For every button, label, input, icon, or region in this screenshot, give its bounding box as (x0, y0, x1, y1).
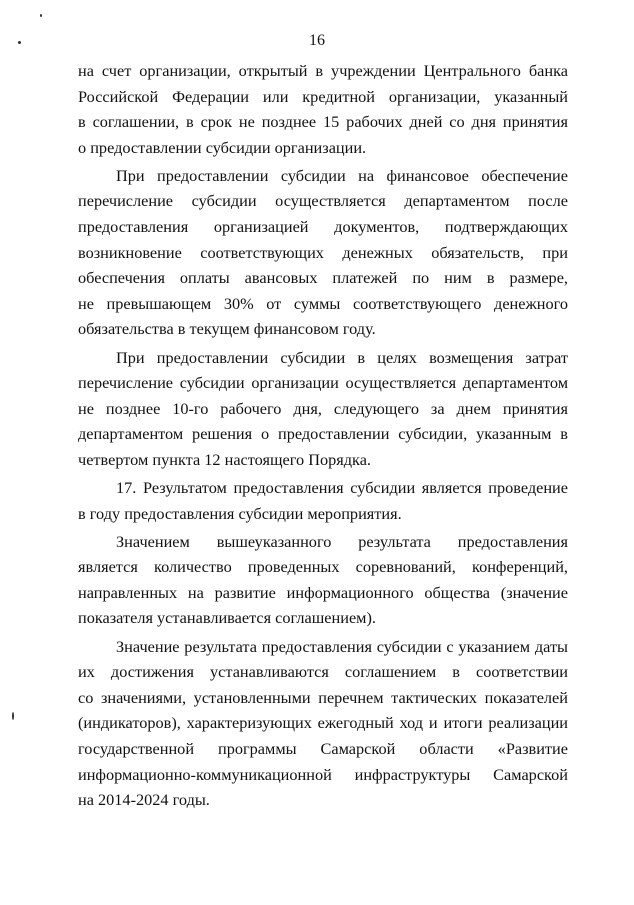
text-line: Значением вышеуказанного результата предоставления (116, 531, 568, 551)
text-line: направленных на развитие информационного общества (значение (78, 582, 568, 602)
text-line: со значениями, установленными перечнем тактических показателей (78, 687, 568, 707)
text-line: возникновение соответствующих денежных обязательств, при (78, 242, 568, 262)
scan-speck (12, 712, 14, 720)
text-line: 17. Результатом предоставления субсидии является проведение (116, 478, 568, 497)
text-line: на счет организации, открытый в учреждении Центрального банка (78, 61, 568, 80)
text-line: обязательства в текущем финансовом году. (78, 319, 376, 339)
paragraph (78, 634, 568, 813)
text-line: их достижения устанавливаются соглашением в соответствии (78, 662, 568, 682)
text-line: перечисление субсидии организации осуществляется департаментом (78, 373, 568, 393)
text-line: предоставления организацией документов, подтверждающих (78, 217, 568, 237)
text-line: в соглашении, в срок не позднее 15 рабочих дней со дня принятия (78, 112, 568, 132)
text-line: не позднее 10-го рабочего дня, следующего за днем принятия (78, 398, 568, 418)
text-line: перечисление субсидии осуществляется департаментом после (78, 191, 568, 211)
text-line: не превышающем 30% от суммы соответствующего денежного (78, 293, 568, 313)
text-line: государственной программы Самарской области «Развитие (78, 738, 568, 758)
text-line: Значение результата предоставления субсидии с указанием даты (116, 636, 568, 656)
text-line: является количество проведенных соревнований, конференций, (78, 557, 568, 577)
paragraph (78, 58, 568, 160)
scan-speck (40, 14, 42, 17)
text-line: информационно-коммуникационной инфраструктуры Самарской (78, 764, 568, 784)
paragraph (78, 475, 568, 526)
text-line: четвертом пункта 12 настоящего Порядка. (78, 449, 372, 469)
paragraph (78, 163, 568, 342)
text-line: При предоставлении субсидии в целях возмещения затрат (116, 347, 568, 367)
text-line: о предоставлении субсидии организации. (78, 137, 367, 157)
text-line: на 2014-2024 годы. (78, 790, 210, 810)
text-line: (индикаторов), характеризующих ежегодный ход и итоги реализации (78, 713, 568, 733)
text-line: в году предоставления субсидии мероприятия. (78, 503, 402, 523)
page-number: 16 (309, 32, 325, 49)
paragraph (78, 345, 568, 473)
text-line: обеспечения оплаты авансовых платежей по ним в размере, (78, 268, 568, 288)
text-line: При предоставлении субсидии на финансовое обеспечение (116, 165, 568, 185)
scan-speck (18, 41, 21, 44)
text-line: Российской Федерации или кредитной организации, указанный (78, 86, 568, 106)
paragraph (78, 529, 568, 631)
document-body (78, 58, 568, 815)
text-line: департаментом решения о предоставлении субсидии, указанным в (78, 424, 568, 444)
text-line: показателя устанавливается соглашением). (78, 608, 376, 628)
